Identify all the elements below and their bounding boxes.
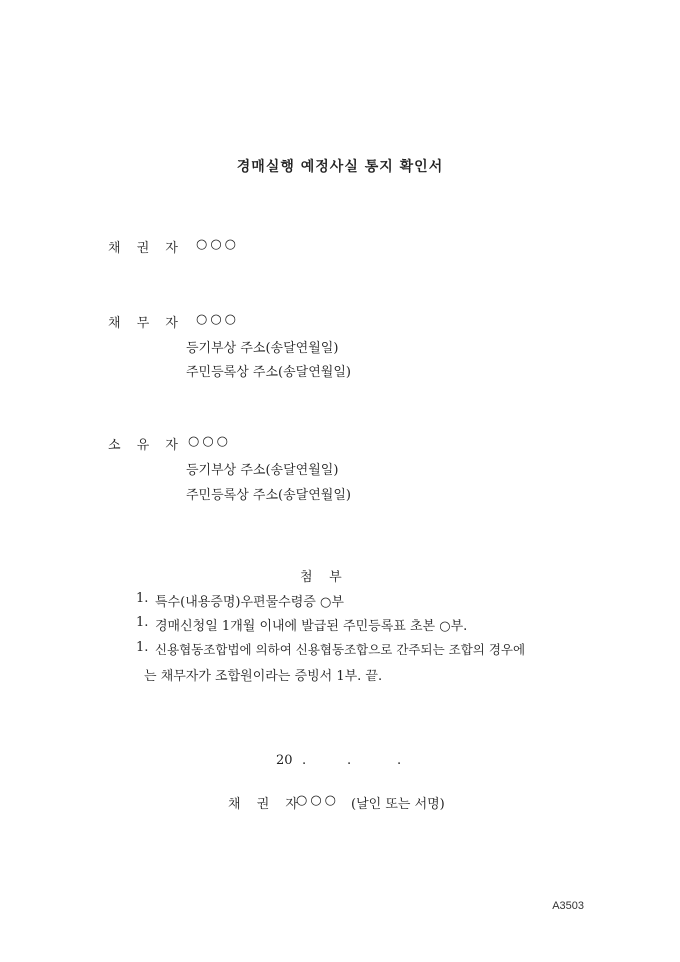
creditor-label: 채 권 자: [108, 241, 184, 256]
attachment-item-number: 1.: [136, 615, 149, 630]
owner-label: 소 유 자: [108, 438, 184, 453]
owner-name: ○○○: [188, 434, 232, 449]
attachment-item-text: 신용협동조합법에 의하여 신용협동조합으로 간주되는 조합의 경우에: [155, 642, 526, 657]
attachment-item-number: 1.: [136, 591, 149, 606]
signature-label: 채 권 자: [228, 797, 304, 812]
attachment-item-continuation: 는 채무자가 조합원이라는 증빙서 1부. 끝.: [144, 669, 383, 684]
date-separator: .: [302, 753, 307, 768]
document-title: 경매실행 예정사실 통지 확인서: [236, 159, 444, 175]
attachments-heading: 첨 부: [300, 570, 342, 585]
signature-name: ○○○: [296, 793, 340, 808]
debtor-registry-address: 등기부상 주소(송달연월일): [186, 341, 339, 356]
date-separator: .: [397, 753, 402, 768]
creditor-name: ○○○: [196, 237, 240, 252]
signature-note: (날인 또는 서명): [351, 797, 445, 812]
debtor-resident-address: 주민등록상 주소(송달연월일): [186, 365, 351, 380]
debtor-name: ○○○: [196, 312, 240, 327]
date-year: 20: [276, 753, 293, 768]
owner-registry-address: 등기부상 주소(송달연월일): [186, 463, 339, 478]
debtor-label: 채 무 자: [108, 316, 184, 331]
owner-resident-address: 주민등록상 주소(송달연월일): [186, 488, 351, 503]
attachment-item-number: 1.: [136, 640, 149, 655]
form-code: A3503: [552, 900, 584, 912]
attachment-item-text: 경매신청일 1개월 이내에 발급된 주민등록표 초본 ○부.: [155, 619, 468, 634]
attachment-item-text: 특수(내용증명)우편물수령증 ○부: [155, 595, 344, 610]
date-separator: .: [347, 753, 352, 768]
